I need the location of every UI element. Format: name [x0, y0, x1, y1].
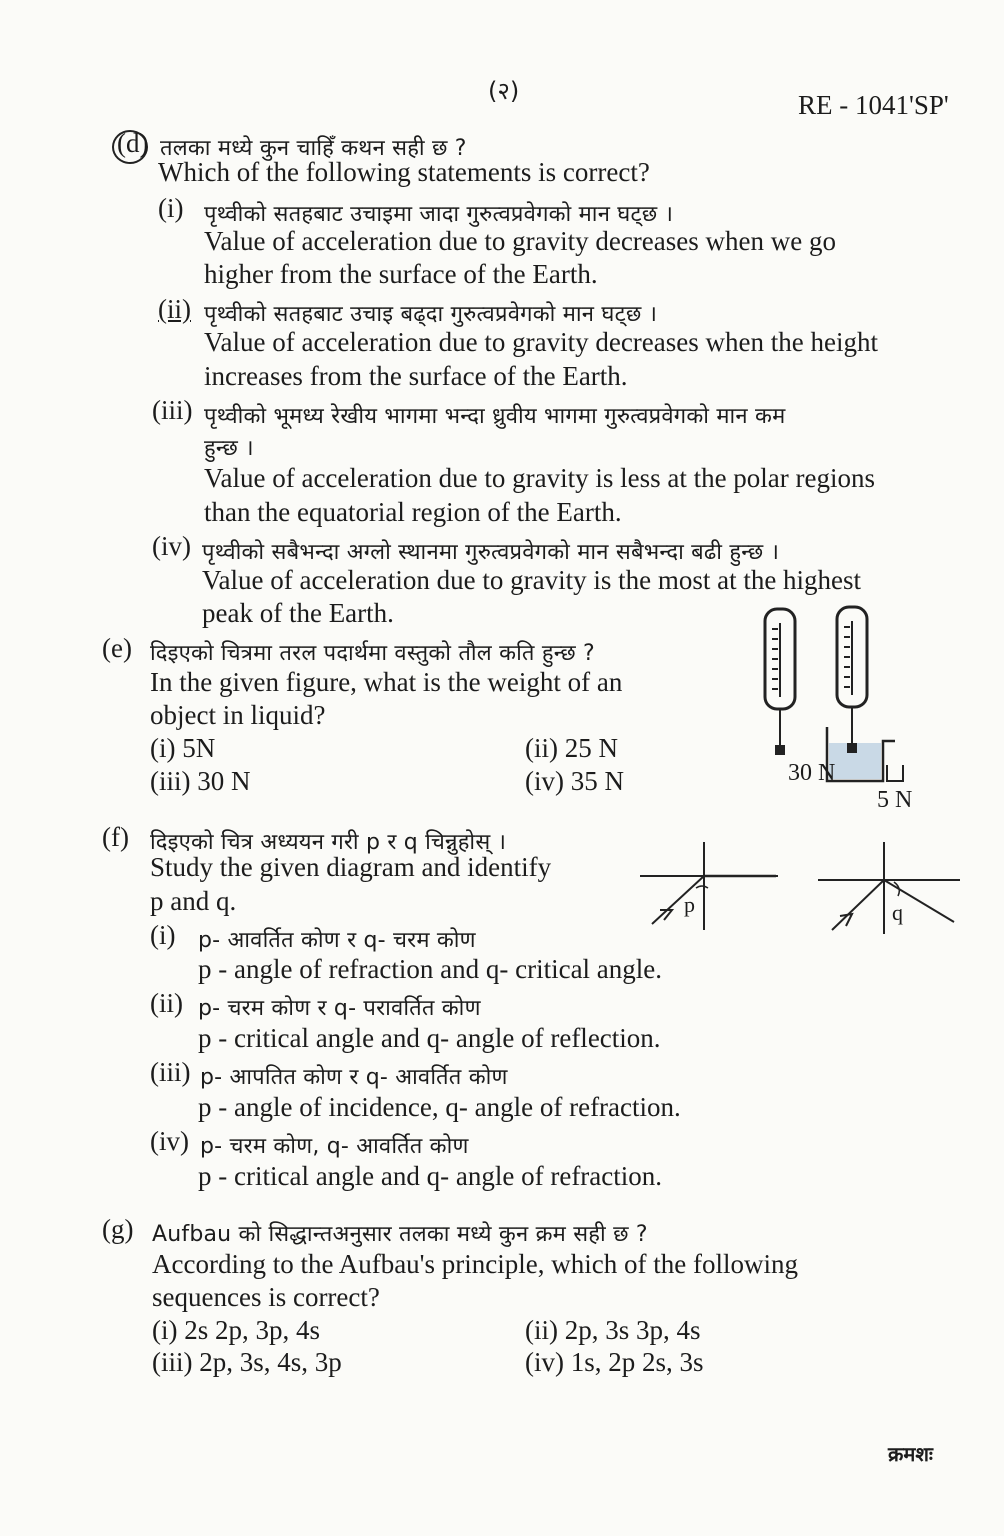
option-text-np: p- चरम कोण र q- परावर्तित कोण [198, 996, 481, 1021]
option-text: (iii) 30 N [150, 766, 251, 796]
option-text-np: p- आपतित कोण र q- आवर्तित कोण [200, 1065, 508, 1090]
option-text-en: peak of the Earth. [202, 598, 394, 628]
question-f-text-np: दिइएको चित्र अध्ययन गरी p र q चिन्नुहोस् । [150, 830, 507, 855]
question-g-text-np: Aufbau को सिद्धान्तअनुसार तलका मध्ये कुन क्रम सही छ ? [152, 1222, 648, 1247]
figure-label-p: p [684, 892, 695, 917]
question-g-label: (g) [102, 1214, 134, 1244]
question-f-text-en: Study the given diagram and identify [150, 852, 552, 882]
option-text: (ii) 2p, 3s 3p, 4s [525, 1315, 701, 1345]
option-text-en: Value of acceleration due to gravity decreases when we go [204, 226, 836, 256]
option-label: (ii) [150, 988, 183, 1018]
question-e-label: (e) [102, 633, 132, 663]
option-text-en: Value of acceleration due to gravity is less at the polar regions [204, 463, 876, 493]
option-label: (iii) [152, 395, 193, 425]
continued-note: क्रमशः [888, 1442, 933, 1466]
option-text-en: higher from the surface of the Earth. [204, 259, 598, 289]
option-text-np: हुन्छ । [204, 436, 254, 461]
option-text-en: p - critical angle and q- angle of refraction. [198, 1161, 663, 1191]
refraction-diagram [636, 838, 966, 938]
question-g-text-en: sequences is correct? [152, 1282, 380, 1312]
question-e-text-np: दिइएको चित्रमा तरल पदार्थमा वस्तुको तौल कति हुन्छ ? [150, 641, 595, 666]
option-label: (ii) [158, 294, 191, 324]
figure-label-30n: 30 N [788, 760, 836, 786]
option-text-np: पृथ्वीको सतहबाट उचाइमा जादा गुरुत्वप्रवेगको मान घट्छ । [204, 202, 674, 227]
option-text: (i) 2s 2p, 3p, 4s [152, 1315, 320, 1345]
option-label: (iv) [152, 531, 191, 561]
spring-balance-figure [745, 605, 935, 815]
option-label: (i) [158, 193, 184, 223]
question-e-text-en: object in liquid? [150, 700, 326, 730]
option-text-en: than the equatorial region of the Earth. [204, 497, 622, 527]
option-text-en: p - critical angle and q- angle of reflection. [198, 1023, 661, 1053]
question-f-label: (f) [102, 822, 129, 852]
option-text-en: increases from the surface of the Earth. [204, 361, 628, 391]
option-text-np: पृथ्वीको सबैभन्दा अग्लो स्थानमा गुरुत्वप्रवेगको मान सबैभन्दा बढी हुन्छ । [202, 540, 780, 565]
option-text: (iv) 35 N [525, 766, 624, 796]
option-text: (iv) 1s, 2p 2s, 3s [525, 1347, 704, 1377]
question-g-text-en: According to the Aufbau's principle, which of the following [152, 1249, 798, 1279]
option-text-en: Value of acceleration due to gravity is the most at the highest [202, 565, 862, 595]
page-number: (२) [488, 77, 520, 105]
option-text: (iii) 2p, 3s, 4s, 3p [152, 1347, 342, 1377]
question-d-label: (d) [117, 128, 149, 158]
option-text-np: पृथ्वीको सतहबाट उचाइ बढ्दा गुरुत्वप्रवेगको मान घट्छ । [204, 302, 658, 327]
option-text-en: p - angle of incidence, q- angle of refraction. [198, 1092, 681, 1122]
option-label: (iv) [150, 1126, 189, 1156]
option-text: (i) 5N [150, 733, 216, 763]
figure-label-5n: 5 N [877, 787, 913, 813]
option-text: (ii) 25 N [525, 733, 618, 763]
question-d-text-np: तलका मध्ये कुन चाहिँ कथन सही छ ? [160, 136, 467, 161]
option-text-en: Value of acceleration due to gravity decreases when the height [204, 327, 878, 357]
option-label: (iii) [150, 1057, 191, 1087]
question-e-text-en: In the given figure, what is the weight of an [150, 667, 623, 697]
option-label: (i) [150, 920, 176, 950]
paper-code: RE - 1041'SP' [798, 90, 949, 120]
figure-label-q: q [892, 900, 903, 925]
option-text-np: पृथ्वीको भूमध्य रेखीय भागमा भन्दा ध्रुवीय भागमा गुरुत्वप्रवेगको मान कम [204, 404, 786, 429]
option-text-np: p- चरम कोण, q- आवर्तित कोण [200, 1134, 469, 1159]
question-d-text-en: Which of the following statements is correct? [158, 157, 650, 187]
option-text-np: p- आवर्तित कोण र q- चरम कोण [198, 928, 476, 953]
option-text-en: p - angle of refraction and q- critical angle. [198, 954, 663, 984]
question-f-text-en: p and q. [150, 886, 237, 916]
